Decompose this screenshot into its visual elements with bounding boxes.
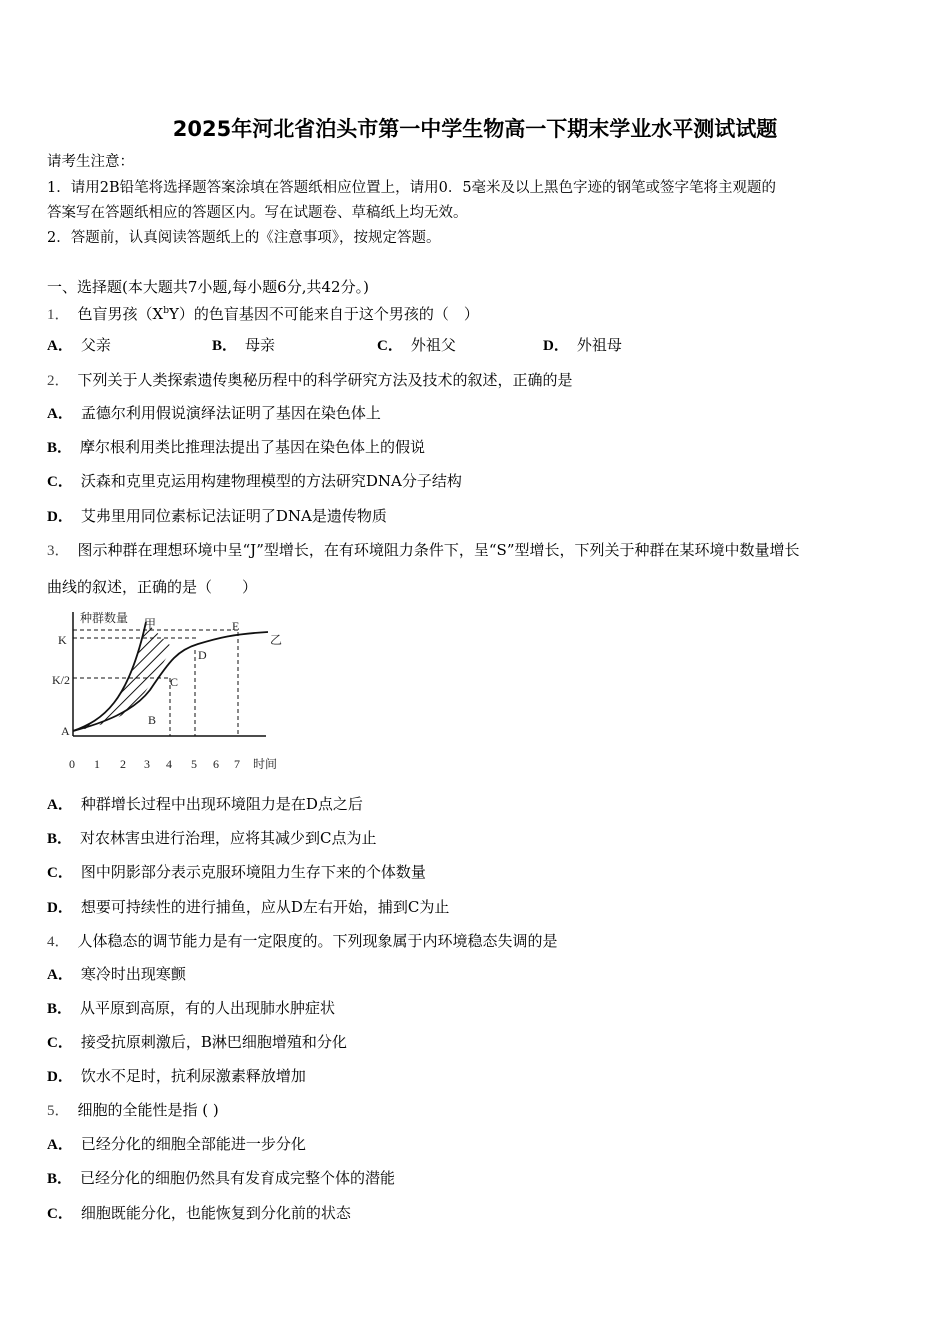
section-heading: 一、选择题(本大题共7小题,每小题6分,共42分。): [47, 278, 369, 296]
option-b[interactable]: [47, 828, 377, 849]
option-b[interactable]: [47, 998, 335, 1019]
question-number: 3．: [47, 543, 70, 559]
option-letter: A．: [47, 797, 73, 813]
question-text: 下列关于人类探索遗传奥秘历程中的科学研究方法及技术的叙述，正确的是: [77, 371, 573, 389]
y-tick-k: K: [58, 633, 67, 647]
x-tick: 1: [94, 757, 100, 771]
question-text-pre: 色盲男孩（X: [77, 305, 164, 323]
option-letter: A．: [47, 338, 73, 354]
option-letter: C．: [377, 338, 403, 354]
option-d[interactable]: [543, 334, 622, 355]
option-c[interactable]: [377, 334, 456, 355]
option-text: 孟德尔利用假说演绎法证明了基因在染色体上: [80, 404, 381, 422]
notice-line-1a: 1．请用2B铅笔将选择题答案涂填在答题纸相应位置上，请用0．5毫米及以上黑色字迹的钢笔或签字笔将主观题的: [47, 180, 777, 196]
option-text: 接受抗原刺激后，B淋巴细胞增殖和分化: [80, 1033, 347, 1051]
x-axis-label: 时间: [253, 757, 278, 771]
option-text: 外祖父: [410, 336, 456, 354]
question-2: [47, 370, 573, 391]
option-text: 想要可持续性的进行捕鱼，应从D左右开始，捕到C为止: [80, 898, 450, 916]
option-letter: C．: [47, 865, 73, 881]
x-tick: 0: [69, 757, 75, 771]
population-growth-graph: [52, 608, 298, 778]
y-tick-a: A: [61, 724, 70, 738]
label-jia: 甲: [144, 617, 157, 631]
option-d[interactable]: [47, 897, 449, 918]
x-tick: 3: [144, 757, 150, 771]
x-tick: 2: [120, 757, 126, 771]
label-c: C: [170, 675, 179, 689]
option-text: 已经分化的细胞仍然具有发育成完整个体的潜能: [80, 1169, 396, 1187]
option-a[interactable]: [47, 794, 363, 815]
option-text: 饮水不足时，抗利尿激素释放增加: [80, 1067, 306, 1085]
option-letter: A．: [47, 967, 73, 983]
option-letter: B．: [212, 338, 238, 354]
x-ticks: [69, 757, 240, 771]
question-number: 1．: [47, 307, 70, 323]
option-b[interactable]: [47, 437, 425, 458]
option-letter: D．: [47, 509, 73, 525]
option-b[interactable]: [47, 1168, 395, 1189]
option-text: 细胞既能分化，也能恢复到分化前的状态: [80, 1204, 351, 1222]
question-3-line-1: [47, 540, 799, 561]
option-letter: D．: [47, 1069, 73, 1085]
y-axis-label: 种群数量: [80, 611, 129, 625]
option-text: 种群增长过程中出现环境阻力是在D点之后: [80, 795, 363, 813]
x-tick: 7: [234, 757, 240, 771]
notice-line-2: 2．答题前，认真阅读答题纸上的《注意事项》，按规定答题。: [47, 230, 441, 246]
page-title: 2025年河北省泊头市第一中学生物高一下期末学业水平测试试题: [172, 117, 778, 141]
option-letter: D．: [47, 900, 73, 916]
option-letter: A．: [47, 1137, 73, 1153]
option-letter: B．: [47, 440, 73, 456]
option-text: 对农林害虫进行治理，应将其减少到C点为止: [80, 829, 377, 847]
x-tick: 5: [191, 757, 197, 771]
option-letter: B．: [47, 1001, 73, 1017]
x-tick: 6: [213, 757, 219, 771]
option-text: 从平原到高原，有的人出现肺水肿症状: [80, 999, 336, 1017]
option-text: 图中阴影部分表示克服环境阻力生存下来的个体数量: [80, 863, 426, 881]
option-d[interactable]: [47, 1066, 306, 1087]
option-a[interactable]: [47, 334, 111, 355]
question-text: 图示种群在理想环境中呈“J”型增长，在有环境阻力条件下，呈“S”型增长，下列关于种群在某环境中数量增长: [77, 541, 800, 559]
option-text: 艾弗里用同位素标记法证明了DNA是遗传物质: [80, 507, 387, 525]
question-number: 5．: [47, 1103, 70, 1119]
question-text: 人体稳态的调节能力是有一定限度的。下列现象属于内环境稳态失调的是: [77, 932, 558, 950]
question-3-line-2: 曲线的叙述，正确的是（ ）: [47, 578, 258, 596]
option-text: 父亲: [80, 336, 111, 354]
question-4: [47, 931, 558, 952]
question-number: 4．: [47, 934, 70, 950]
question-text-post: Y）的色盲基因不可能来自于这个男孩的（ ）: [168, 305, 479, 323]
question-number: 2．: [47, 373, 70, 389]
option-a[interactable]: [47, 964, 186, 985]
label-d: D: [198, 648, 207, 662]
notice-line-1b: 答案写在答题纸相应的答题区内。写在试题卷、草稿纸上均无效。: [47, 205, 468, 221]
label-yi: 乙: [270, 633, 283, 647]
x-tick: 4: [166, 757, 172, 771]
option-text: 母亲: [245, 336, 276, 354]
option-c[interactable]: [47, 862, 426, 883]
option-text: 沃森和克里克运用构建物理模型的方法研究DNA分子结构: [80, 472, 462, 490]
question-text: 细胞的全能性是指 ( ): [77, 1101, 219, 1119]
option-c[interactable]: [47, 471, 462, 492]
option-letter: B．: [47, 831, 73, 847]
option-letter: B．: [47, 1171, 73, 1187]
question-1: [47, 301, 479, 325]
option-text: 外祖母: [576, 336, 622, 354]
option-d[interactable]: [47, 506, 387, 527]
question-5: [47, 1100, 219, 1121]
option-letter: C．: [47, 474, 73, 490]
superscript: b: [163, 306, 169, 316]
label-b: B: [148, 713, 157, 727]
option-c[interactable]: [47, 1203, 351, 1224]
notice-heading: 请考生注意：: [47, 154, 134, 170]
y-tick-k-half: K/2: [52, 673, 70, 687]
option-text: 摩尔根利用类比推理法提出了基因在染色体上的假说: [80, 438, 426, 456]
option-text: 寒冷时出现寒颤: [80, 965, 186, 983]
option-b[interactable]: [212, 334, 275, 355]
label-e: E: [232, 619, 240, 633]
option-text: 已经分化的细胞全部能进一步分化: [80, 1135, 306, 1153]
option-letter: C．: [47, 1035, 73, 1051]
option-letter: D．: [543, 338, 569, 354]
option-letter: A．: [47, 406, 73, 422]
option-a[interactable]: [47, 403, 381, 424]
option-a[interactable]: [47, 1134, 306, 1155]
option-c[interactable]: [47, 1032, 347, 1053]
option-letter: C．: [47, 1206, 73, 1222]
